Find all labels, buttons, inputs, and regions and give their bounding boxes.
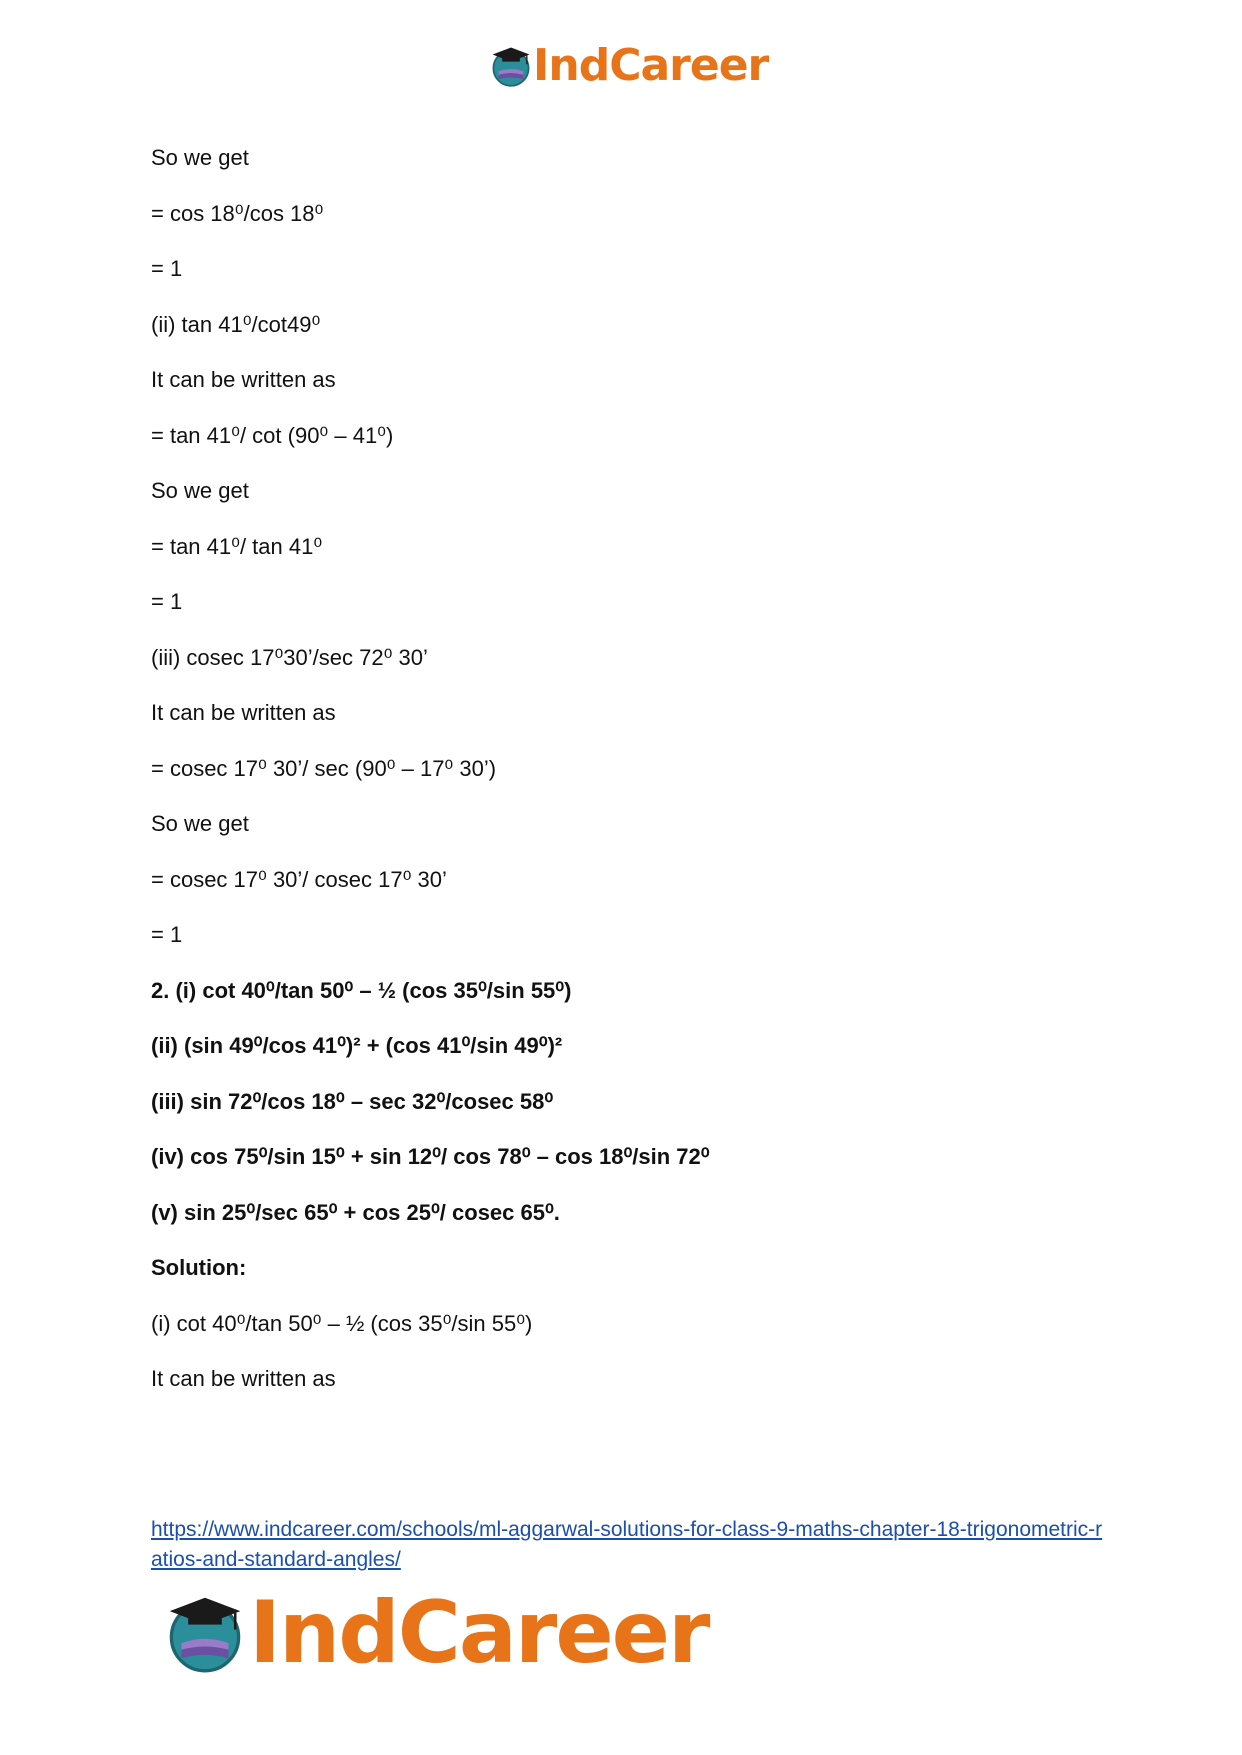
solution-line: = 1: [151, 589, 183, 614]
solution-line: It can be written as: [151, 367, 336, 392]
solution-line: = cosec 17⁰ 30’/ sec (90⁰ – 17⁰ 30’): [151, 755, 497, 781]
solution-line: = 1: [151, 256, 183, 281]
solution-line: It can be written as: [151, 1366, 336, 1391]
question-line: (ii) (sin 49⁰/cos 41⁰)² + (cos 41⁰/sin 49⁰)²: [151, 1033, 563, 1058]
question-line: (iv) cos 75⁰/sin 15⁰ + sin 12⁰/ cos 78⁰ – cos 18⁰/sin 72⁰: [151, 1144, 710, 1169]
graduation-cap-globe-icon: [489, 44, 533, 88]
solution-line: = cosec 17⁰ 30’/ cosec 17⁰ 30’: [151, 866, 447, 892]
question-line: (iii) sin 72⁰/cos 18⁰ – sec 32⁰/cosec 58⁰: [151, 1088, 554, 1114]
solution-line: = tan 41⁰/ cot (90⁰ – 41⁰): [151, 422, 394, 448]
question-line: Solution:: [151, 1255, 247, 1280]
header-logo: [489, 40, 768, 92]
solution-line: (ii) tan 41⁰/cot49⁰: [151, 311, 321, 337]
solution-line: So we get: [151, 145, 249, 170]
footer-logo: [163, 1583, 709, 1683]
solution-line: (i) cot 40⁰/tan 50⁰ – ½ (cos 35⁰/sin 55⁰): [151, 1310, 533, 1336]
solution-line: = tan 41⁰/ tan 41⁰: [151, 533, 323, 559]
solution-line: (iii) cosec 17⁰30’/sec 72⁰ 30’: [151, 644, 428, 670]
solution-line: = 1: [151, 922, 183, 947]
solution-line: So we get: [151, 478, 249, 503]
question-line: (v) sin 25⁰/sec 65⁰ + cos 25⁰/ cosec 65⁰.: [151, 1199, 560, 1225]
solution-line: It can be written as: [151, 700, 336, 725]
header-logo-text: IndCareer: [533, 40, 769, 91]
graduation-cap-globe-icon: [163, 1591, 247, 1675]
document-content: [151, 144, 1111, 1421]
solution-line: So we get: [151, 811, 249, 836]
solution-line: = cos 18⁰/cos 18⁰: [151, 200, 324, 226]
question-line: 2. (i) cot 40⁰/tan 50⁰ – ½ (cos 35⁰/sin 55⁰): [151, 977, 572, 1003]
footer-logo-text: IndCareer: [249, 1583, 709, 1683]
source-url-link[interactable]: https://www.indcareer.com/schools/ml-aggarwal-solutions-for-class-9-maths-chapter-18-trigonometric-ratios-and-standard-angles/: [151, 1518, 1103, 1571]
